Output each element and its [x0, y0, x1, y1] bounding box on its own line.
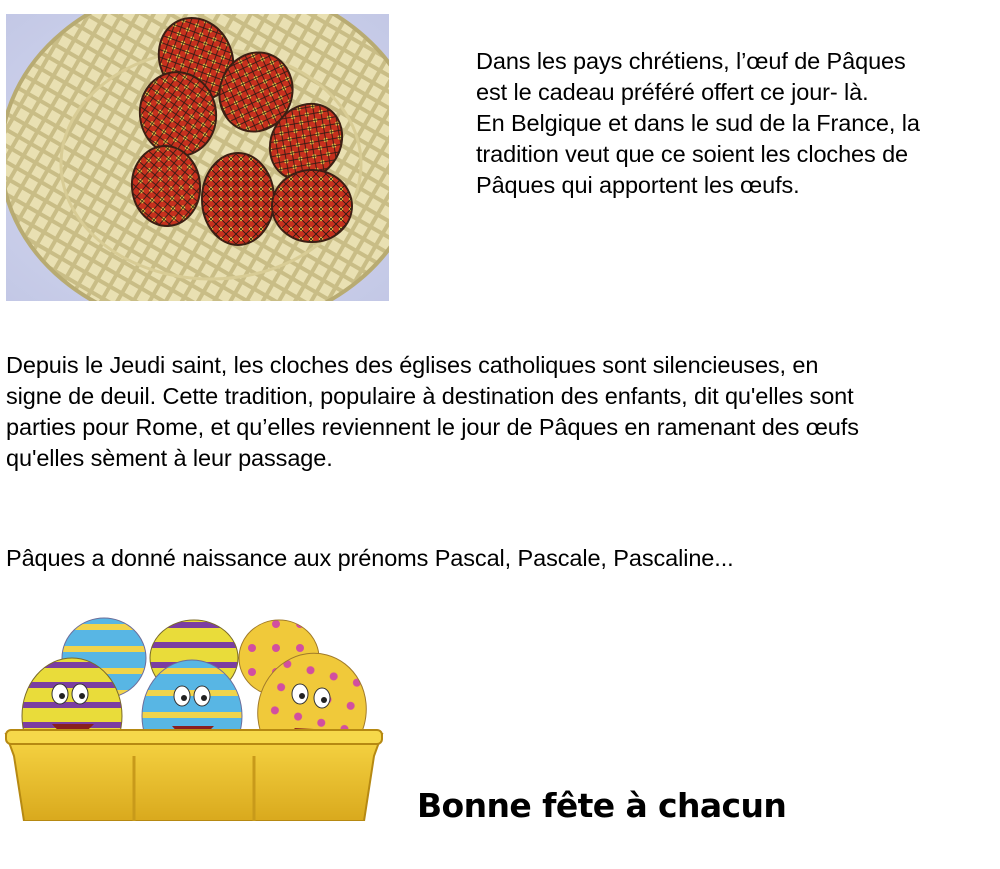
intro-paragraph: [476, 46, 991, 201]
easter-eggs-basket-image: [6, 14, 389, 301]
greeting-heading: Bonne fête à chacun: [417, 786, 787, 825]
first-names-paragraph: Pâques a donné naissance aux prénoms Pascal, Pascale, Pascaline...: [6, 545, 734, 571]
text-line: Depuis le Jeudi saint, les cloches des églises catholiques sont silencieuses, en: [6, 352, 819, 378]
cartoon-eggs-carton-icon: [4, 616, 384, 821]
cartoon-eggs-carton-image: [4, 616, 384, 821]
painted-easter-eggs-basket-icon: [6, 14, 389, 301]
text-line: tradition veut que ce soient les cloches de: [476, 141, 909, 167]
text-line: Dans les pays chrétiens, l’œuf de Pâques: [476, 48, 906, 74]
text-line: signe de deuil. Cette tradition, populaire à destination des enfants, dit qu'elles sont: [6, 383, 854, 409]
text-line: En Belgique et dans le sud de la France, la: [476, 110, 920, 136]
text-line: parties pour Rome, et qu’elles reviennent le jour de Pâques en ramenant des œufs: [6, 414, 859, 440]
text-line: est le cadeau préféré offert ce jour- là.: [476, 79, 869, 105]
text-line: qu'elles sèment à leur passage.: [6, 445, 333, 471]
bells-tradition-paragraph: [6, 350, 996, 474]
text-line: Pâques qui apportent les œufs.: [476, 172, 800, 198]
